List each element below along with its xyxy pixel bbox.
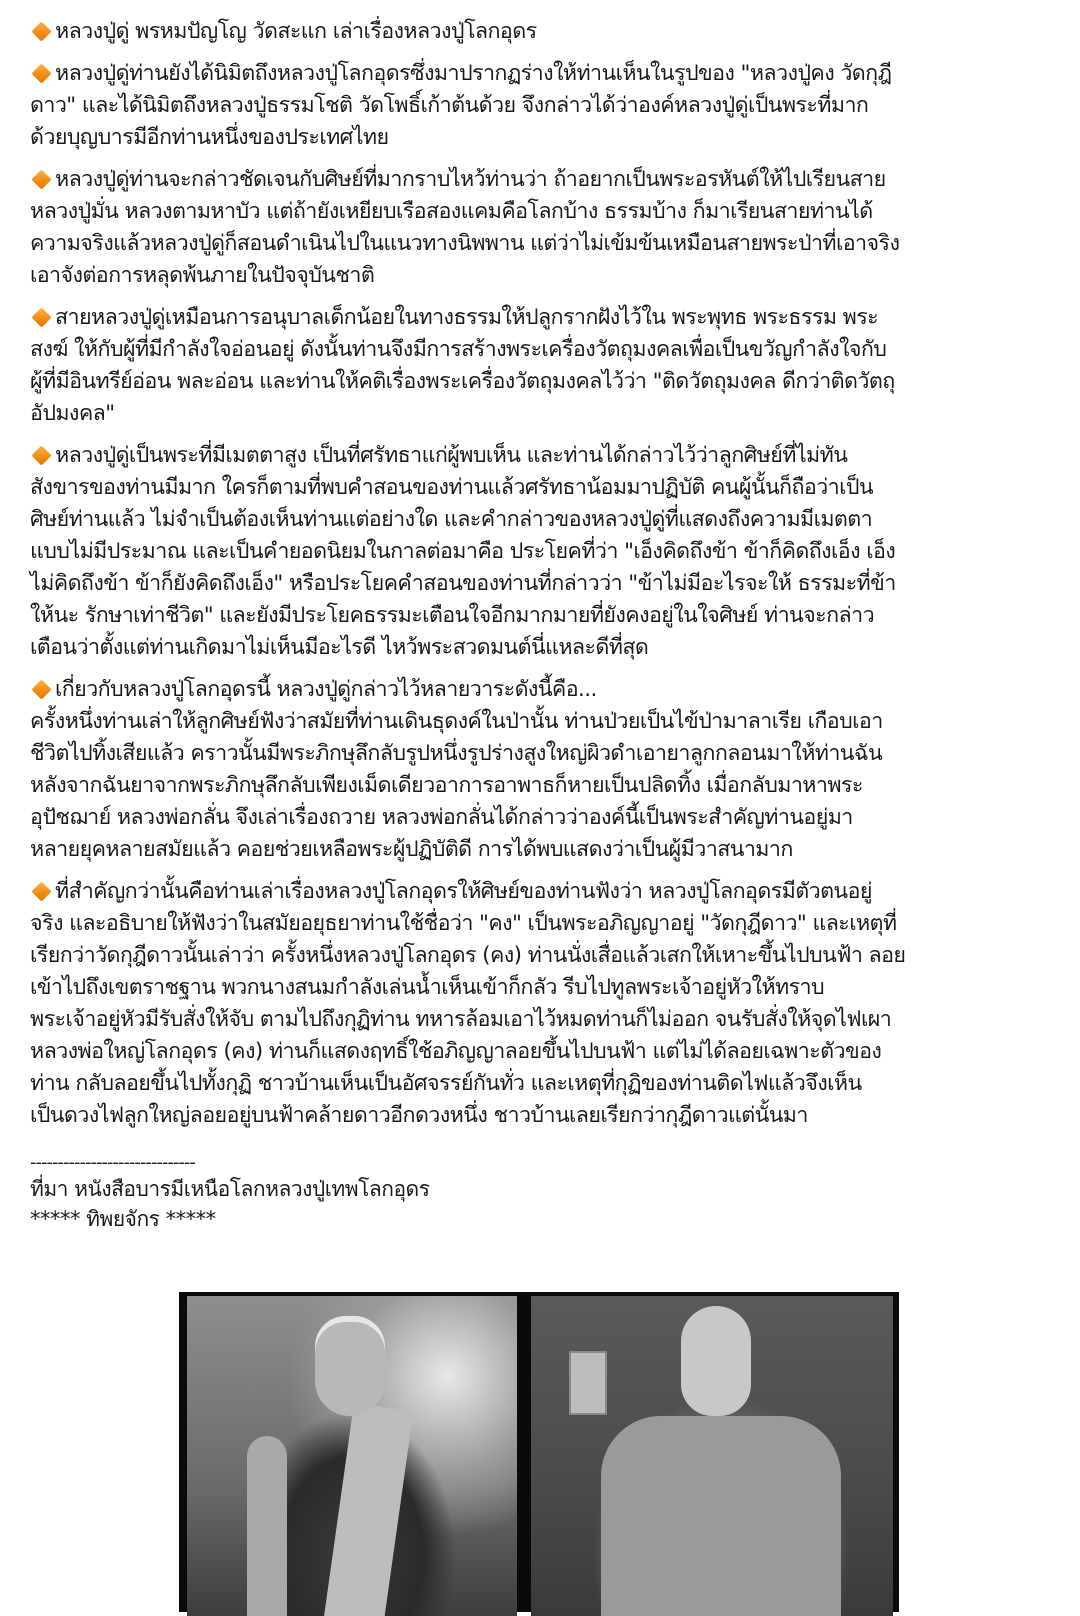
- paragraph-line: หลายยุคหลายสมัยแล้ว คอยช่วยเหลือพระผู้ปฏิบัติดี การได้พบแสดงว่าเป็นผู้มีวาสนามาก: [30, 837, 793, 862]
- diamond-bullet-icon: [31, 21, 51, 41]
- photo-detail-arm: [247, 1436, 287, 1616]
- article: [30, 16, 1050, 1234]
- paragraph-line: เตือนว่าตั้งแต่ท่านเกิดมาไม่เห็นมีอะไรดี ไหว้พระสวดมนต์นี่แหละดีที่สุด: [30, 635, 649, 660]
- paragraph-line: ชีวิตไปทิ้งเสียแล้ว คราวนั้นมีพระภิกษุลึกลับรูปหนึ่งรูปร่างสูงใหญ่ผิวดำเอายาลูกกลอนมาให้ท่านฉัน: [30, 741, 883, 766]
- diamond-bullet-icon: [31, 445, 51, 465]
- paragraph-title: [30, 16, 1050, 48]
- paragraph-compassion: [30, 440, 1050, 664]
- diamond-bullet-icon: [31, 881, 51, 901]
- paragraph-text: หลวงปู่ดู่ท่านจะกล่าวชัดเจนกับศิษย์ที่มากราบไหว้ท่านว่า ถ้าอยากเป็นพระอรหันต์ให้ไปเรียนสาย: [55, 167, 886, 192]
- paragraph-line: ศิษย์ท่านแล้ว ไม่จำเป็นต้องเห็นท่านแต่อย่างใด และคำกล่าวของหลวงปู่ดู่ที่แสดงถึงความมีเมตตา: [30, 507, 873, 532]
- paragraph-line: อัปมงคล": [30, 401, 115, 426]
- paragraph-line: ด้วยบุญบารมีอีกท่านหนึ่งของประเทศไทย: [30, 125, 389, 150]
- paragraph-line: ครั้งหนึ่งท่านเล่าให้ลูกศิษย์ฟังว่าสมัยที่ท่านเดินธุดงค์ในป่านั้น ท่านป่วยเป็นไข้ป่ามาลาเรีย เกือบเอา: [30, 709, 883, 734]
- paragraph-line: สงฆ์ ให้กับผู้ที่มีกำลังใจอ่อนอยู่ ดังนั้นท่านจึงมีการสร้างพระเครื่องวัตถุมงคลเพื่อเป็นขวัญกำลังใจกับ: [30, 337, 887, 362]
- paragraph-text: หลวงปู่ดู่ พรหมปัญโญ วัดสะแก เล่าเรื่องหลวงปู่โลกอุดร: [55, 19, 537, 44]
- paragraph-line: หลังจากฉันยาจากพระภิกษุลึกลับเพียงเม็ดเดียวอาการอาพาธก็หายเป็นปลิดทิ้ง เมื่อกลับมาหาพระ: [30, 773, 863, 798]
- paragraph-text: เกี่ยวกับหลวงปู่โลกอุดรนี้ หลวงปู่ดู่กล่าวไว้หลายวาระดังนี้คือ...: [55, 677, 597, 702]
- paragraph-nimit: [30, 58, 1050, 154]
- paragraph-line: ดาว" และได้นิมิตถึงหลวงปู่ธรรมโชติ วัดโพธิ์เก้าต้นด้วย จึงกล่าวได้ว่าองค์หลวงปู่ดู่เป็นพระที่มาก: [30, 93, 869, 118]
- photo-detail-sign: [569, 1351, 607, 1415]
- paragraph-kuti-dao: [30, 876, 1050, 1132]
- paragraph-line: อุปัชฌาย์ หลวงพ่อกลั่น จึงเล่าเรื่องถวาย หลวงพ่อกลั่นได้กล่าวว่าองค์นี้เป็นพระสำคัญท่านอยู่มา: [30, 805, 853, 830]
- paragraph-line: ความจริงแล้วหลวงปู่ดู่ก็สอนดำเนินไปในแนวทางนิพพาน แต่ว่าไม่เข้มข้นเหมือนสายพระป่าที่เอาจริง: [30, 231, 900, 256]
- paragraph-line: [30, 440, 1050, 472]
- paragraph-line: พระเจ้าอยู่หัวมีรับสั่งให้จับ ตามไปถึงกุฏิท่าน ทหารล้อมเอาไว้หมดท่านก็ไม่ออก จนรับสั่งให้จุดไฟเผา: [30, 1007, 892, 1032]
- paragraph-line: ให้นะ รักษาเท่าชีวิต" และยังมีประโยคธรรมะเตือนใจอีกมากมายที่ยังคงอยู่ในใจศิษย์ ท่านจะกล่าว: [30, 603, 875, 628]
- paragraph-line: [30, 58, 1050, 90]
- photo-detail-robe: [601, 1416, 841, 1616]
- paragraph-line: สังขารของท่านมีมาก ใครก็ตามที่พบคำสอนของท่านแล้วศรัทธาน้อมมาปฏิบัติ คนผู้นั้นก็ถือว่าเป็น: [30, 475, 874, 500]
- paragraph-text: หลวงปู่ดู่เป็นพระที่มีเมตตาสูง เป็นที่ศรัทธาแก่ผู้พบเห็น และท่านได้กล่าวไว้ว่าลูกศิษย์ที่ไม่ทัน: [55, 443, 848, 468]
- paragraph-teaching: [30, 164, 1050, 292]
- paragraph-amulets: [30, 302, 1050, 430]
- diamond-bullet-icon: [31, 63, 51, 83]
- paragraph-text: หลวงปู่ดู่ท่านยังได้นิมิตถึงหลวงปู่โลกอุดรซึ่งมาปรากฏร่างให้ท่านเห็นในรูปของ "หลวงปู่คง วัดกุฎี: [55, 61, 892, 86]
- paragraph-line: เอาจังต่อการหลุดพ้นภายในปัจจุบันชาติ: [30, 263, 375, 288]
- paragraph-line: หลวงปู่มั่น หลวงตามหาบัว แต่ถ้ายังเหยียบเรือสองแคมคือโลกบ้าง ธรรมบ้าง ก็มาเรียนสายท่านได้: [30, 199, 873, 224]
- paragraph-line: ท่าน กลับลอยขึ้นไปทั้งกุฏิ ชาวบ้านเห็นเป็นอัศจรรย์กันทั่ว และเหตุที่กุฏิของท่านติดไฟแล้วจึงเห็น: [30, 1071, 862, 1096]
- paragraph-line: ไม่คิดถึงข้า ข้าก็ยังคิดถึงเอ็ง" หรือประโยคคำสอนของท่านที่กล่าวว่า "ข้าไม่มีอะไรจะให้ ธรรมะที่ข้า: [30, 571, 896, 596]
- diamond-bullet-icon: [31, 169, 51, 189]
- paragraph-line: แบบไม่มีประมาณ และเป็นคำยอดนิยมในกาลต่อมาคือ ประโยคที่ว่า "เอ็งคิดถึงข้า ข้าก็คิดถึงเอ็ง เอ็ง: [30, 539, 896, 564]
- paragraph-text: สายหลวงปู่ดู่เหมือนการอนุบาลเด็กน้อยในทางธรรมให้ปลูกรากฝังไว้ใน พระพุทธ พระธรรม พระ: [55, 305, 879, 330]
- photo-detail-face: [681, 1306, 751, 1416]
- paragraph-line: เรียกว่าวัดกุฎีดาวนั้นเล่าว่า ครั้งหนึ่งหลวงปู่โลกอุดร (คง) ท่านนั่งเสื่อแล้วเสกให้เหาะขึ้นไปบนฟ้า ลอย: [30, 943, 906, 968]
- paragraph-line: [30, 302, 1050, 334]
- right-monk-photo: [531, 1296, 893, 1616]
- photo-collage: [179, 1292, 899, 1612]
- left-monk-photo: [187, 1296, 517, 1616]
- paragraph-malaria-story: [30, 674, 1050, 866]
- paragraph-line: ผู้ที่มีอินทรีย์อ่อน พละอ่อน และท่านให้คติเรื่องพระเครื่องวัตถุมงคลไว้ว่า "ติดวัตถุมงคล ดีกว่าติดวัตถุ: [30, 369, 895, 394]
- paragraph-line: เข้าไปถึงเขตราชฐาน พวกนางสนมกำลังเล่นน้ำเห็นเข้าก็กลัว รีบไปทูลพระเจ้าอยู่หัวให้ทราบ: [30, 975, 825, 1000]
- section-divider: ------------------------------: [30, 1152, 195, 1173]
- paragraph-line: หลวงพ่อใหญ่โลกอุดร (คง) ท่านก็แสดงฤทธิ์ใช้อภิญญาลอยขึ้นไปบนฟ้า แต่ไม่ได้ลอยเฉพาะตัวของ: [30, 1039, 882, 1064]
- paragraph-line: เป็นดวงไฟลูกใหญ่ลอยอยู่บนฟ้าคล้ายดาวอีกดวงหนึ่ง ชาวบ้านเลยเรียกว่ากุฎีดาวแต่นั้นมา: [30, 1103, 808, 1128]
- paragraph-line: [30, 164, 1050, 196]
- paragraph-text: ที่สำคัญกว่านั้นคือท่านเล่าเรื่องหลวงปู่โลกอุดรให้ศิษย์ของท่านฟังว่า หลวงปู่โลกอุดรมีตัวตนอยู่: [55, 879, 872, 904]
- paragraph-line: [30, 674, 1050, 706]
- diamond-bullet-icon: [31, 679, 51, 699]
- paragraph-line: [30, 16, 1050, 48]
- author-line: ***** ทิพยจักร *****: [30, 1207, 216, 1231]
- paragraph-line: จริง และอธิบายให้ฟังว่าในสมัยอยุธยาท่านใช้ชื่อว่า "คง" เป็นพระอภิญญาอยู่ "วัดกุฎีดาว" และเหตุที่: [30, 911, 897, 936]
- photo-detail-sash: [321, 1403, 414, 1616]
- source-line: ที่มา หนังสือบารมีเหนือโลกหลวงปู่เทพโลกอุดร: [30, 1177, 430, 1201]
- photo-detail-face: [315, 1316, 385, 1416]
- paragraph-line: [30, 876, 1050, 908]
- diamond-bullet-icon: [31, 307, 51, 327]
